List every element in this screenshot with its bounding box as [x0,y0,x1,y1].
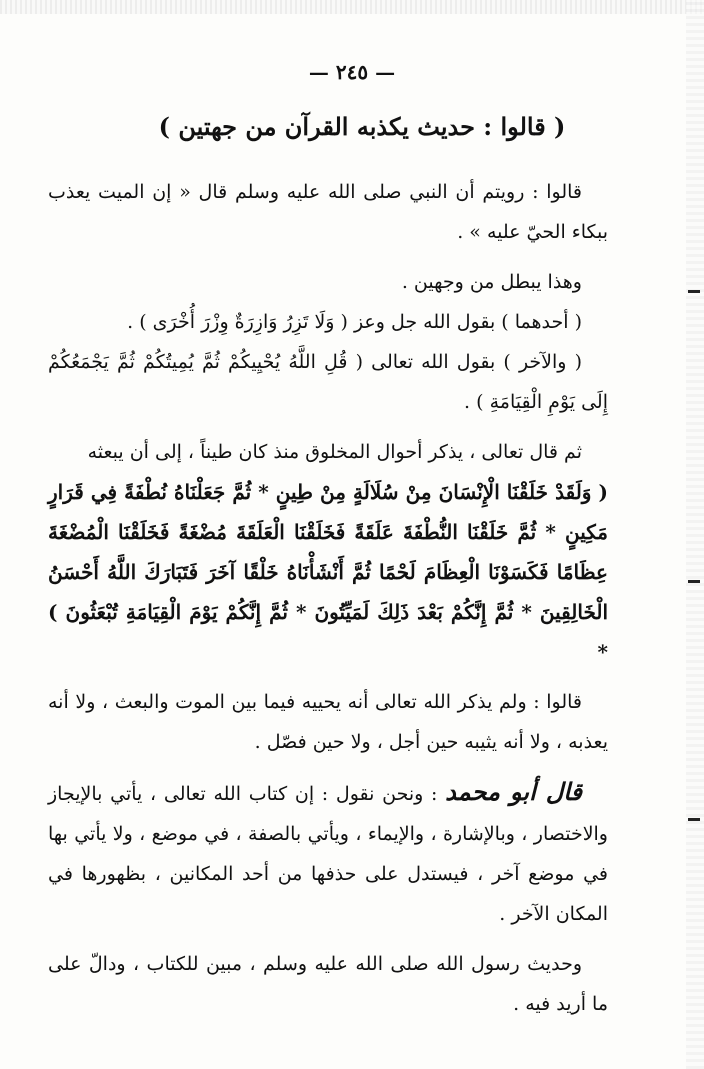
quran-quote: ( وَلَقَدْ خَلَقْنَا الْإِنْسَانَ مِنْ سُلَالَةٍ مِنْ طِينٍ * ثُمَّ جَعَلْنَاهُ نُطْفَةً فِي قَرَارٍ مَكِينٍ * ثُمَّ خَلَقْنَا النُّطْفَةَ عَلَقَةً فَخَلَقْنَا الْعَلَقَةَ مُضْغَةً فَخَلَقْنَا الْمُضْغَةَ عِظَامًا فَكَسَوْنَا الْعِظَامَ لَحْمًا ثُمَّ أَنْشَأْنَاهُ خَلْقًا آخَرَ فَتَبَارَكَ اللَّهُ أَحْسَنُ الْخَالِقِينَ * ثُمَّ إِنَّكُمْ بَعْدَ ذَلِكَ لَمَيِّتُونَ * ثُمَّ إِنَّكُمْ يَوْمَ الْقِيَامَةِ تُبْعَثُونَ ) * [48,480,608,664]
paragraph-first-aspect: ( أحدهما ) بقول الله جل وعز ( وَلَا تَزِرُ وَازِرَةٌ وِزْرَ أُخْرَى ) . [127,311,582,333]
page-number: — ٢٤٥ — [308,60,396,84]
margin-mark [688,290,700,293]
margin-mark [688,580,700,583]
paragraph-hadith-claim: قالوا : رويتم أن النبي صلى الله عليه وسلم قال « إن الميت يعذب ببكاء الحيّ عليه » . [48,181,608,243]
paragraph-conclusion: وحديث رسول الله صلى الله عليه وسلم ، مبين للكتاب ، ودالّ على ما أريد فيه . [48,953,608,1015]
paragraph-objection: قالوا : ولم يذكر الله تعالى أنه يحييه فيما بين الموت والبعث ، ولا أنه يعذبه ، ولا أنه يثيبه حين أجل ، ولا حين فصّل . [48,691,608,753]
body-text [48,172,608,1024]
paragraph-two-aspects: وهذا يبطل من وجهين . [401,271,582,293]
paragraph-response [48,772,608,934]
scan-right-edge [686,0,704,1069]
scan-top-edge [0,0,704,14]
margin-mark [688,818,700,821]
author-name: قال أبو محمد [445,777,583,806]
paragraph-response-text: : ونحن نقول : إن كتاب الله تعالى ، يأتي بالإيجاز والاختصار ، وبالإشارة ، والإيماء ، ويأتي بالصفة ، في موضع ، ولا يأتي بها في موضع آخر ، فيستدل على حذفها من أحد المكانين ، بظهورها في المكان الآخر . [48,783,608,925]
section-heading: ( قالوا : حديث يكذبه القرآن من جهتين ) [158,112,566,141]
paragraph-creation-intro: ثم قال تعالى ، يذكر أحوال المخلوق منذ كان طيناً ، إلى أن يبعثه [87,441,582,463]
paragraph-second-aspect: ( والآخر ) بقول الله تعالى ( قُلِ اللَّهُ يُحْيِيكُمْ ثُمَّ يُمِيتُكُمْ ثُمَّ يَجْمَعُكُمْ إِلَى يَوْمِ الْقِيَامَةِ ) . [48,351,608,413]
